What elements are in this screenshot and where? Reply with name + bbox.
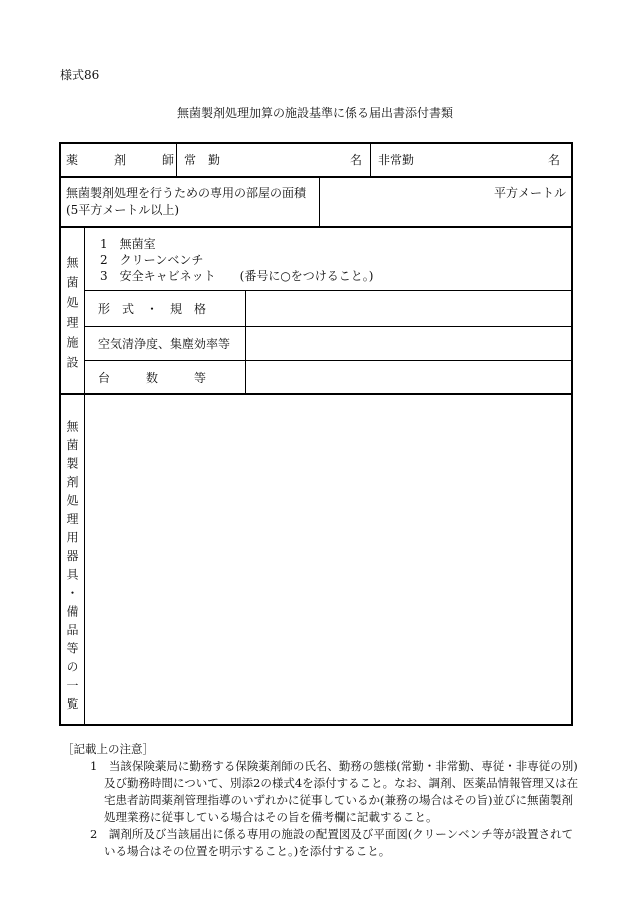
fulltime-count-field[interactable]: [180, 144, 363, 174]
form-number: 様式86: [60, 68, 100, 82]
fulltime-unit: 名: [350, 153, 363, 167]
parttime-unit: 名: [548, 153, 561, 167]
parttime-count-field[interactable]: [430, 144, 540, 174]
quantity-field[interactable]: [248, 362, 570, 391]
note-2: 2 調剤所及び当該届出に係る専用の施設の配置図及び平面図(クリーンベンチ等が設置されている場合はその位置を明示すること。)を添付すること。: [90, 827, 574, 858]
facility-option-2[interactable]: 2 クリーンベンチ: [100, 253, 204, 267]
notes-heading: ［記載上の注意］: [62, 742, 154, 756]
pharmacist-label: 薬 剤 師: [66, 153, 175, 167]
parttime-label: 非常勤: [378, 153, 415, 167]
facility-side-label: 無菌処理施設: [65, 256, 79, 376]
quantity-label: 台 数 等: [98, 371, 207, 385]
equipment-side-label: 無菌製剤処理用器具・備品等の一覧: [65, 420, 79, 716]
spec-field[interactable]: [248, 292, 570, 324]
spec-label: 形 式 ・ 規 格: [98, 302, 207, 316]
equipment-list-field[interactable]: [87, 396, 570, 723]
air-cleanliness-field[interactable]: [248, 328, 570, 358]
room-area-note: (5平方メートル以上): [66, 203, 179, 217]
form-title: 無菌製剤処理加算の施設基準に係る届出書添付書類: [176, 106, 453, 120]
facility-option-1[interactable]: 1 無菌室: [100, 237, 156, 251]
room-area-field[interactable]: [322, 180, 482, 220]
fulltime-label: 常 勤: [184, 153, 221, 167]
room-area-unit: 平方メートル: [494, 186, 567, 200]
note-1: 1 当該保険薬局に勤務する保険薬剤師の氏名、勤務の態様(常勤・非常勤、専従・非専従の別)及び勤務時間について、別添2の様式4を添付すること。なお、調剤、医薬品情報管理又は在宅患者訪問薬剤管理指導のいずれかに従事しているか(兼務の場合はその旨)並びに無菌製剤処理業務に従事している場合はその旨を備考欄に記載すること。: [90, 759, 579, 824]
air-cleanliness-label: 空気清浄度、集塵効率等: [98, 337, 231, 351]
room-area-label: 無菌製剤処理を行うための専用の部屋の面積: [66, 186, 307, 200]
facility-option-3[interactable]: 3 安全キャビネット (番号に○をつけること。): [100, 269, 374, 283]
